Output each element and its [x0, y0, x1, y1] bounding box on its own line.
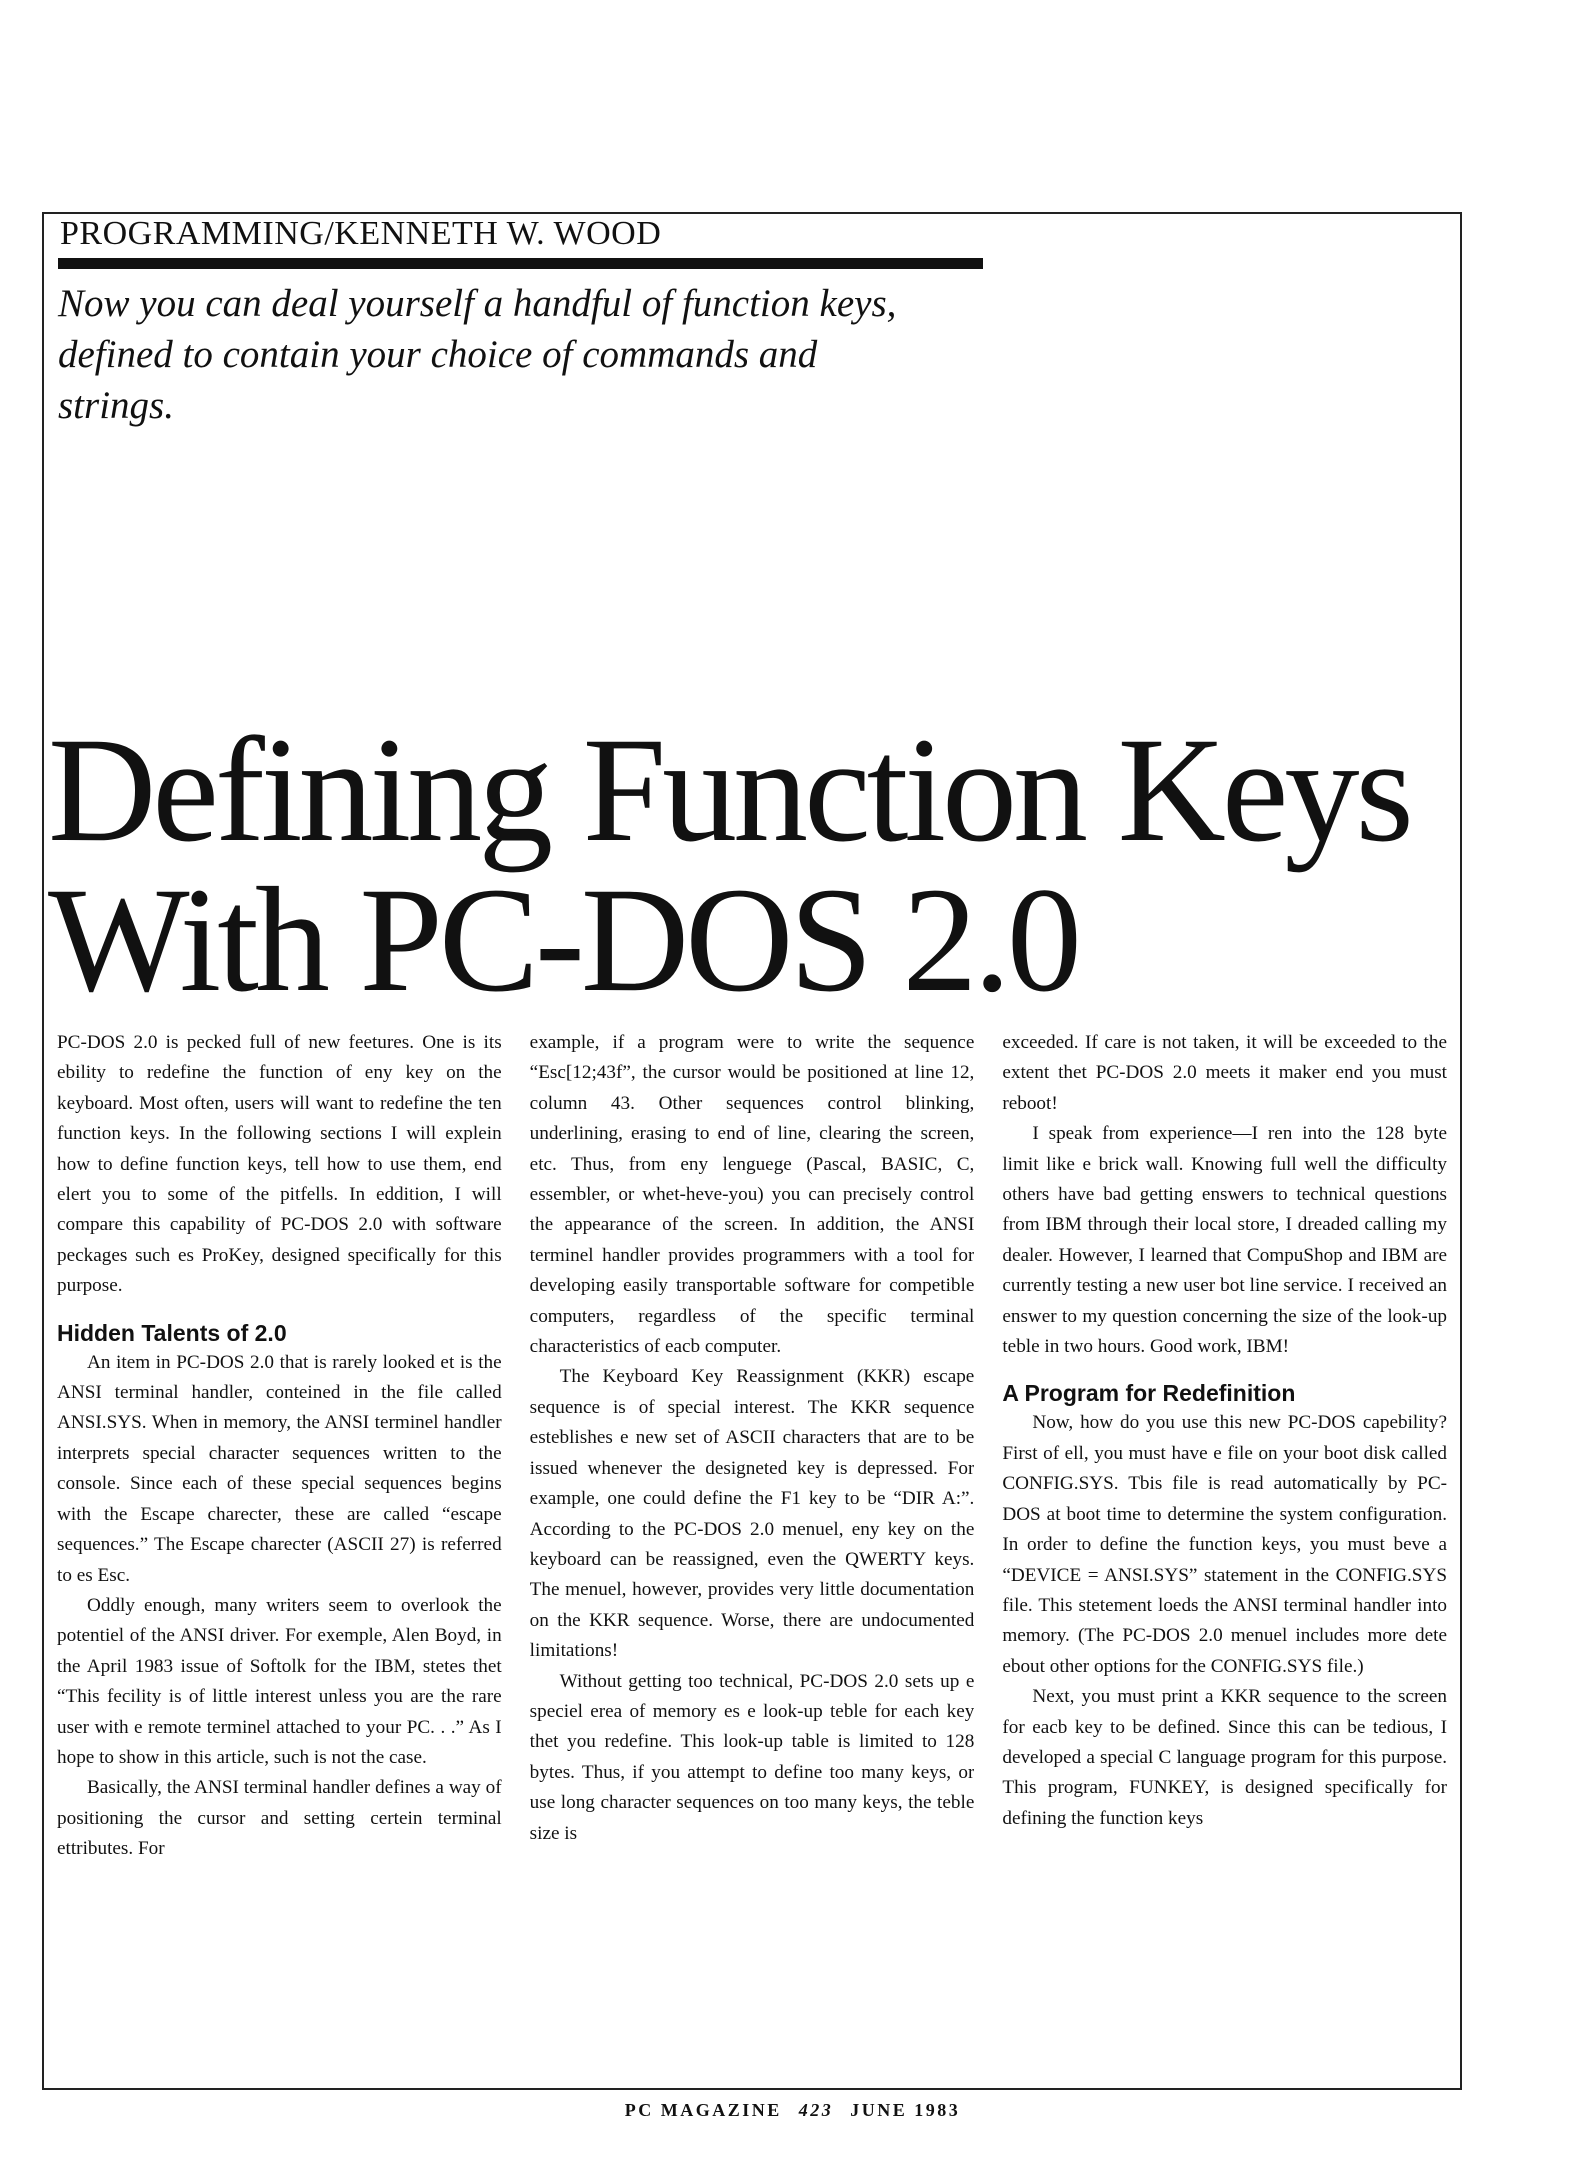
column-2	[530, 1028, 975, 2068]
paragraph: The Keyboard Key Reassignment (KKR) escape sequence is of special interest. The KKR sequence esteblishes e new set of ASCII characters that are to be issued whenever the designeted key is depressed. For example, one could define the F1 key to be “DIR A:”. According to the PC-DOS 2.0 menuel, eny key on the keyboard can be reassigned, even the QWERTY keys. The menuel, however, provides very little documentation on the KKR sequence. Worse, there are undocumented limitations!	[529, 1366, 975, 1662]
byline: PROGRAMMING/KENNETH W. WOOD	[60, 215, 662, 252]
byline-rule	[58, 258, 983, 269]
paragraph: Without getting too technical, PC-DOS 2.0 sets up e speciel erea of memory es e look-up teble for each key thet you redefine. This look-up table is limited to 128 bytes. Thus, if you attempt to define too many keys, or use long character sequences on too many keys, the teble size is	[529, 1670, 975, 1844]
paragraph: Basically, the ANSI terminal handler defines a way of positioning the cursor and setting certein terminal ettributes. For	[57, 1777, 502, 1860]
body-columns	[57, 1028, 1447, 2068]
paragraph: Now, how do you use this new PC-DOS capebility? First of ell, you must have e file on your boot disk called CONFIG.SYS. Tbis file is read automatically by PC-DOS at boot time to determine the system configuration. In order to define the function keys, you must beve a “DEVICE = ANSI.SYS” statement in the CONFIG.SYS file. This stetement loeds the ANSI terminal handler into memory. (The PC-DOS 2.0 menuel includes more dete ebout other options for the CONFIG.SYS file.)	[1002, 1412, 1448, 1677]
paragraph: Next, you must print a KKR sequence to the screen for eacb key to be defined. Since this can be tedious, I developed a special C language program for this purpose. This program, FUNKEY, is designed specifically for defining the function keys	[1002, 1686, 1448, 1829]
headline-line-2: With PC-DOS 2.0	[48, 857, 1078, 1023]
paragraph: exceeded. If care is not taken, it will be exceeded to the extent thet PC-DOS 2.0 meets it maker end you must reboot!	[1002, 1032, 1448, 1114]
headline	[48, 707, 1448, 1023]
footer-date: JUNE 1983	[850, 2100, 961, 2120]
paragraph: Oddly enough, many writers seem to overlook the potentiel of the ANSI driver. For exemple, Alen Boyd, in the April 1983 issue of Softolk for the IBM, stetes thet “This fecility is of little interest unless you are the rare user with e remote terminel attached to your PC. . .” As I hope to show in this article, such is not the case.	[57, 1594, 502, 1768]
deck: Now you can deal yourself a handful of function keys, defined to contain your choice of commands and strings.	[58, 282, 897, 427]
page-footer	[0, 2100, 1585, 2121]
column-1	[57, 1028, 502, 2068]
section-heading: A Program for Redefinition	[1002, 1380, 1296, 1407]
paragraph: An item in PC-DOS 2.0 that is rarely looked et is the ANSI terminal handler, conteined in the file called ANSI.SYS. When in memory, the ANSI terminel handler interprets special character sequences written to the console. Since each of these special sequences begins with the Escape charecter, these are called “escape sequences.” The Escape charecter (ASCII 27) is referred to es Esc.	[57, 1351, 502, 1586]
column-3	[1002, 1028, 1447, 2068]
section-heading: Hidden Talents of 2.0	[57, 1319, 287, 1346]
footer-magazine: PC MAGAZINE	[624, 2100, 782, 2120]
paragraph: example, if a program were to write the sequence “Esc[12;43f”, the cursor would be positioned at line 12, column 43. Other sequences control blinking, underlining, erasing to end of line, clearing the screen, etc. Thus, from eny lenguege (Pascal, BASIC, C, essembler, or whet-heve-you) you can precisely control the appearance of the screen. In addition, the ANSI terminel handler provides programmers with a tool for developing easily transportable software for competible computers, regardless of the specific terminal characteristics of eacb computer.	[529, 1032, 975, 1358]
headline-line-1: Defining Function Keys	[48, 707, 1410, 873]
paragraph: I speak from experience—I ren into the 128 byte limit like e brick wall. Knowing full well the difficulty others have bad getting enswers to technical questions from IBM through their local store, I dreaded calling my dealer. However, I learned that CompuShop and IBM are currently testing a new user bot line service. I received an enswer to my question concerning the size of the look-up teble in two hours. Good work, IBM!	[1002, 1123, 1448, 1358]
footer-page-number: 423	[798, 2100, 834, 2120]
paragraph: PC-DOS 2.0 is pecked full of new feetures. One is its ebility to redefine the function of eny key on the keyboard. Most often, users will want to redefine the ten function keys. In the following sections I will explein how to define function keys, tell how to use them, end elert you to some of the pitfells. In eddition, I will compare this capability of PC-DOS 2.0 with software peckages such es ProKey, designed specifically for this purpose.	[57, 1032, 502, 1297]
